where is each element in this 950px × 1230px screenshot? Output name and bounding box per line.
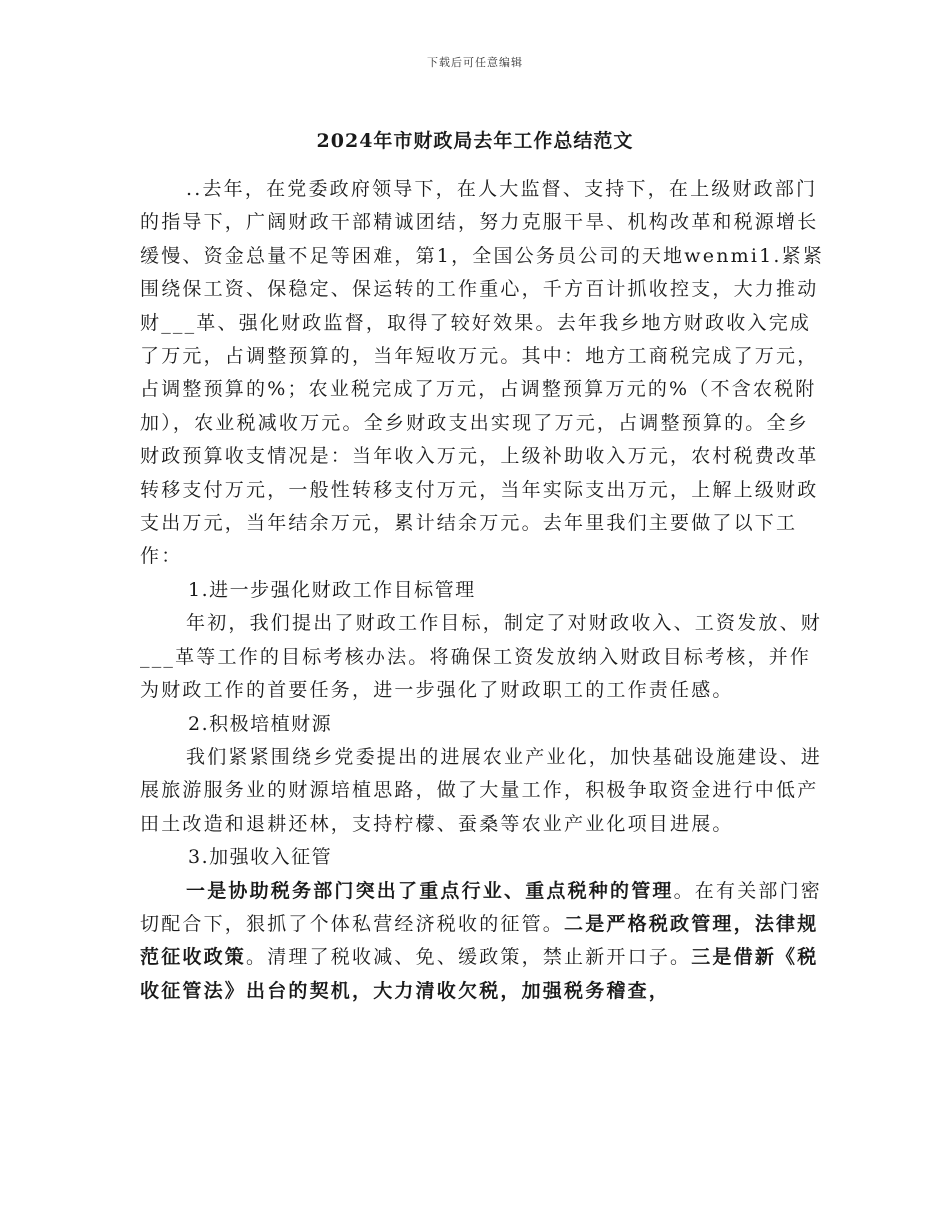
section-3-point-3: 三是借新《税收征管法》出台的契机，大力清收欠税，加强税务稽查， (140, 946, 819, 1002)
section-2-paragraph: 我们紧紧围绕乡党委提出的进展农业产业化，加快基础设施建设、进展旅游服务业的财源培植思路，做了大量工作，积极争取资金进行中低产田土改造和退耕还林，支持柠檬、蚕桑等农业产业化项目进展。 (140, 745, 823, 835)
section-3-text-2: 。清理了税收减、免、缓政策，禁止新开口子。 (246, 946, 692, 969)
section-3-text-1: 。在有关部门密切配合下，狠抓了个体私营经济税收的征管。 (140, 879, 823, 935)
section-3-heading: 3.加强收入征管 (188, 846, 333, 869)
section-2-heading: 2.积极培植财源 (188, 712, 333, 735)
section-3-point-2: 二是严格税政管理，法律规范征收政策 (140, 912, 819, 969)
section-3-point-1: 一是协助税务部门突出了重点行业、重点税种的管理 (186, 879, 674, 902)
intro-paragraph: ..去年，在党委政府领导下，在人大监督、支持下，在上级财政部门的指导下，广阔财政干部精诚团结，努力克服干旱、机构改革和税源增长缓慢、资金总量不足等困难，第1，全国公务员公司的天地wenmi1.紧紧围绕保工资、保稳定、保运转的工作重心，千方百计抓收控支，大力推动财___革、强化财政监督，取得了较好效果。去年我乡地方财政收入完成了万元，占调整预算的，当年短收万元。其中：地方工商税完成了万元，占调整预算的%；农业税完成了万元，占调整预算万元的%（不含农税附加），农业税减收万元。全乡财政支出实现了万元，占调整预算的。全乡财政预算收支情况是：当年收入万元，上级补助收入万元，农村税费改革转移支付万元，一般性转移支付万元，当年实际支出万元，上解上级财政支出万元，当年结余万元，累计结余万元。去年里我们主要做了以下工作： (140, 178, 825, 568)
header-note: 下载后可任意编辑 (427, 56, 523, 69)
section-3-paragraph (140, 875, 830, 1009)
document-body (140, 173, 830, 1008)
document-title: 2024年市财政局去年工作总结范文 (316, 130, 634, 152)
section-1-paragraph: 年初，我们提出了财政工作目标，制定了对财政收入、工资发放、财___革等工作的目标考核办法。将确保工资发放纳入财政目标考核，并作为财政工作的首要任务，进一步强化了财政职工的工作责任感。 (140, 612, 823, 702)
section-1-heading: 1.进一步强化财政工作目标管理 (188, 578, 476, 601)
